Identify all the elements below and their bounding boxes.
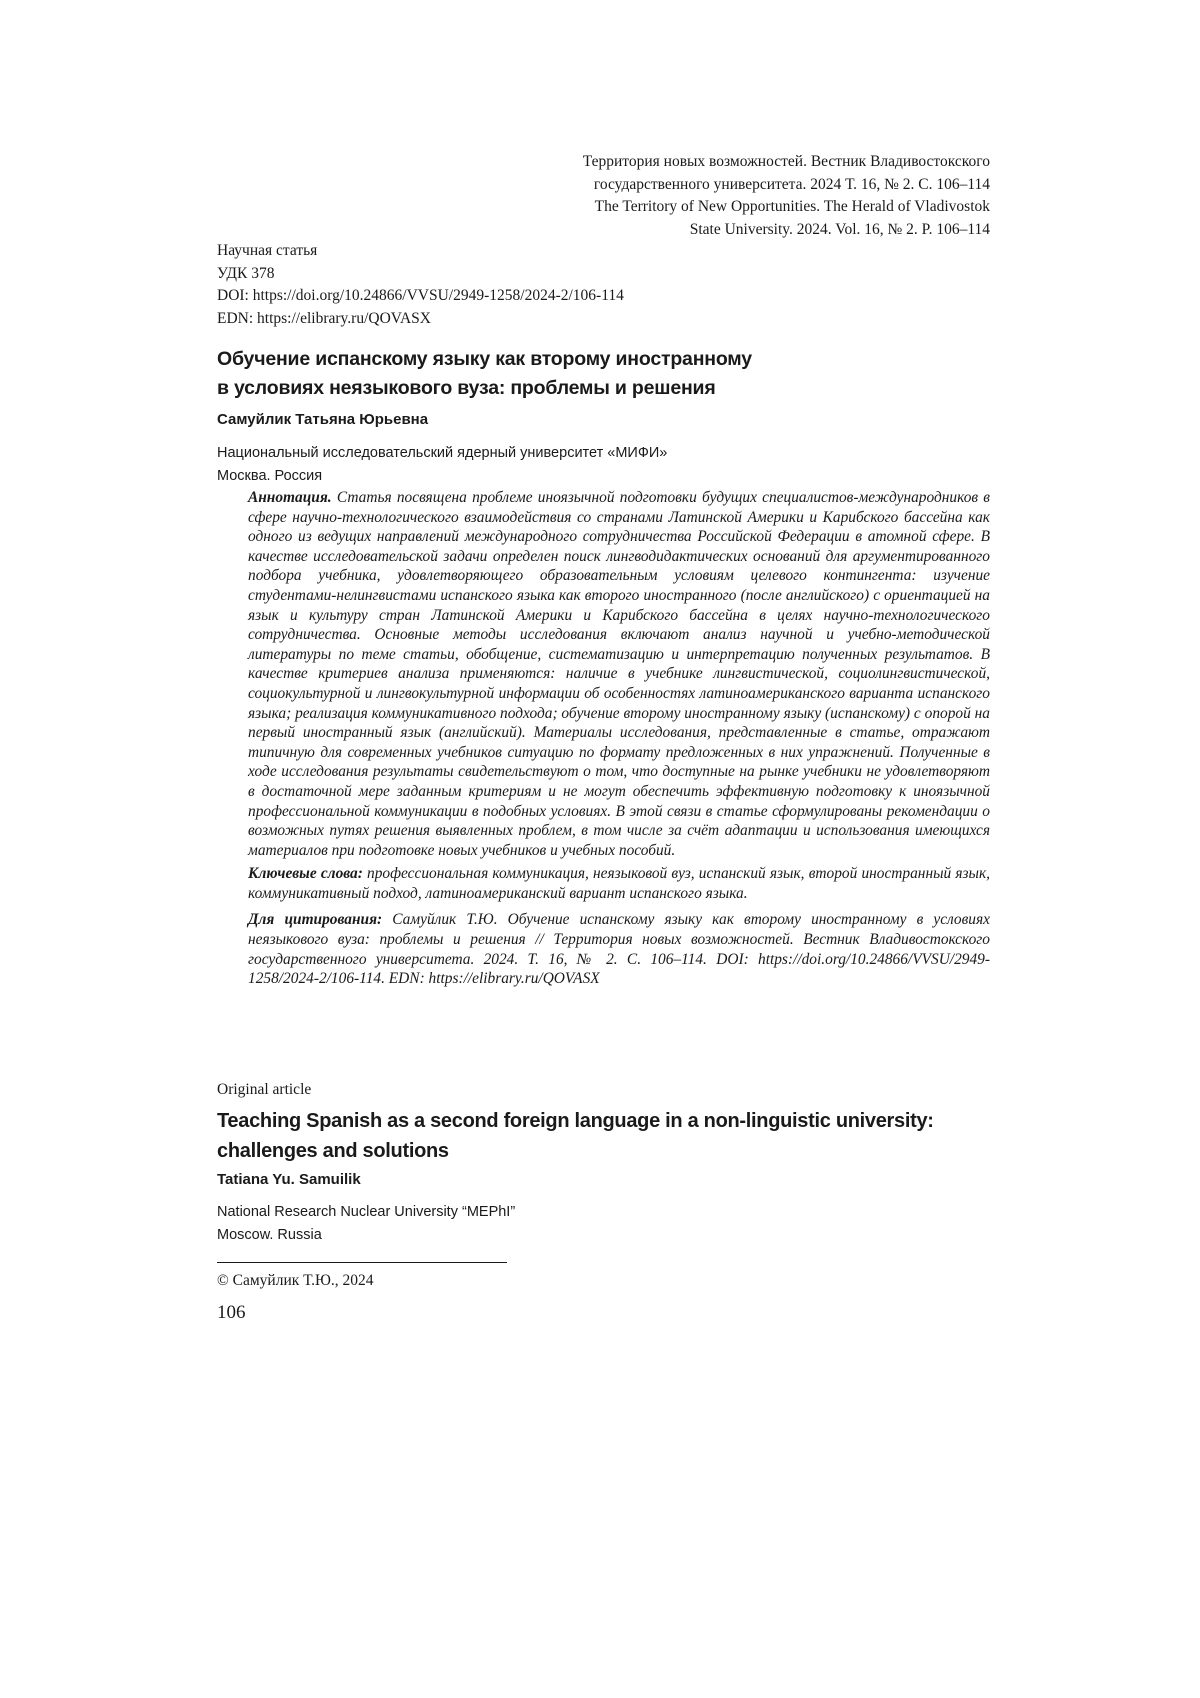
abstract-paragraph [248, 488, 990, 860]
journal-ref-line: The Territory of New Opportunities. The Herald of Vladivostok [430, 196, 990, 219]
author-en: Tatiana Yu. Samuilik [217, 1171, 361, 1188]
article-title-ru [217, 345, 997, 403]
citation-text: Самуйлик Т.Ю. Обучение испанскому языку как второму иностранному в условиях неязыкового вуза: проблемы и решения // Территория новых возможностей. Вестник Владивостокского государственного университета. 2024. Т. 16, № 2. С. 106–114. DOI: https://doi.org/10.24866/VVSU/2949-1258/2024-2/106-114. EDN: https://elibrary.ru/QOVASX [248, 911, 990, 987]
affiliation-en [217, 1201, 515, 1247]
journal-ref-line: Территория новых возможностей. Вестник Владивостокского [430, 151, 990, 174]
affiliation-en-name: National Research Nuclear University “MEPhI” [217, 1201, 515, 1224]
citation-label: Для цитирования: [248, 911, 382, 928]
keywords-label: Ключевые слова: [248, 865, 363, 882]
abstract-text: Статья посвящена проблеме иноязычной подготовки будущих специалистов-международников в сфере научно-технологического взаимодействия со странами Латинской Америки и Карибского бассейна как одного из ведущих направлений международного сотрудничества Российской Федерации в атомной сфере. В качестве исследовательской задачи определен поиск лингводидактических оснований для аргументированного подбора учебника, удовлетворяющего образовательным условиям целевого контингента: изучение студентами-нелингвистами испанского языка как второго иностранного (после английского) с ориентацией на язык и культуру стран Латинской Америки и Карибского бассейна в целях научно-технологического сотрудничества. Основные методы исследования включают анализ научной и учебно-методической литературы по теме статьи, обобщение, систематизацию и интерпретацию полученных результатов. В качестве критериев анализа применяются: наличие в учебнике лингвистической, социолингвистической, социокультурной и лингвокультурной информации об особенностях латиноамериканского варианта испанского языка; реализация коммуникативного подхода; обучение второму иностранному языку (испанскому) с опорой на первый иностранный язык (английский). Материалы исследования, представленные в статье, отражают типичную для современных учебников ситуацию по формату предложенных в них упражнений. Полученные в ходе исследования результаты свидетельствуют о том, что доступные на рынке учебники не удовлетворяют в достаточной мере заданным критериям и не могут обеспечить эффективную подготовку к иноязычной профессиональной коммуникации в подобных условиях. В этой связи в статье сформулированы рекомендации о возможных путях решения выявленных проблем, в том числе за счёт адаптации и использования имеющихся материалов при подготовке новых учебников и учебных пособий. [248, 489, 990, 859]
affiliation-ru-name: Национальный исследовательский ядерный университет «МИФИ» [217, 442, 667, 465]
footnote-divider [217, 1262, 507, 1263]
citation-paragraph [248, 910, 990, 988]
keywords-paragraph [248, 864, 990, 903]
title-en-line: challenges and solutions [217, 1136, 1007, 1166]
title-ru-line: Обучение испанскому языку как второму иностранному [217, 345, 997, 374]
article-title-en [217, 1106, 1007, 1166]
edn-link[interactable]: EDN: https://elibrary.ru/QOVASX [217, 308, 624, 331]
affiliation-ru [217, 442, 667, 487]
title-en-line: Teaching Spanish as a second foreign language in a non-linguistic university: [217, 1106, 1007, 1136]
affiliation-en-location: Moscow. Russia [217, 1224, 515, 1247]
doi-link[interactable]: DOI: https://doi.org/10.24866/VVSU/2949-1258/2024-2/106-114 [217, 285, 624, 308]
udk-code: УДК 378 [217, 263, 624, 286]
journal-ref-line: государственного университета. 2024 Т. 16, № 2. С. 106–114 [430, 174, 990, 197]
affiliation-ru-location: Москва. Россия [217, 465, 667, 488]
author-ru: Самуйлик Татьяна Юрьевна [217, 411, 428, 428]
article-type-en: Original article [217, 1081, 311, 1099]
keywords-text: профессиональная коммуникация, неязыковой вуз, испанский язык, второй иностранный язык, коммуникативный подход, латиноамериканский вариант испанского языка. [248, 865, 990, 902]
article-page [0, 0, 1200, 1698]
title-ru-line: в условиях неязыкового вуза: проблемы и решения [217, 374, 997, 403]
journal-reference [430, 151, 990, 241]
page-number: 106 [217, 1302, 246, 1324]
abstract-block [248, 488, 990, 989]
article-metadata [217, 240, 624, 330]
article-type-ru: Научная статья [217, 240, 624, 263]
abstract-label: Аннотация. [248, 489, 332, 506]
copyright-notice: © Самуйлик Т.Ю., 2024 [217, 1272, 374, 1290]
journal-ref-line: State University. 2024. Vol. 16, № 2. P. 106–114 [430, 219, 990, 242]
